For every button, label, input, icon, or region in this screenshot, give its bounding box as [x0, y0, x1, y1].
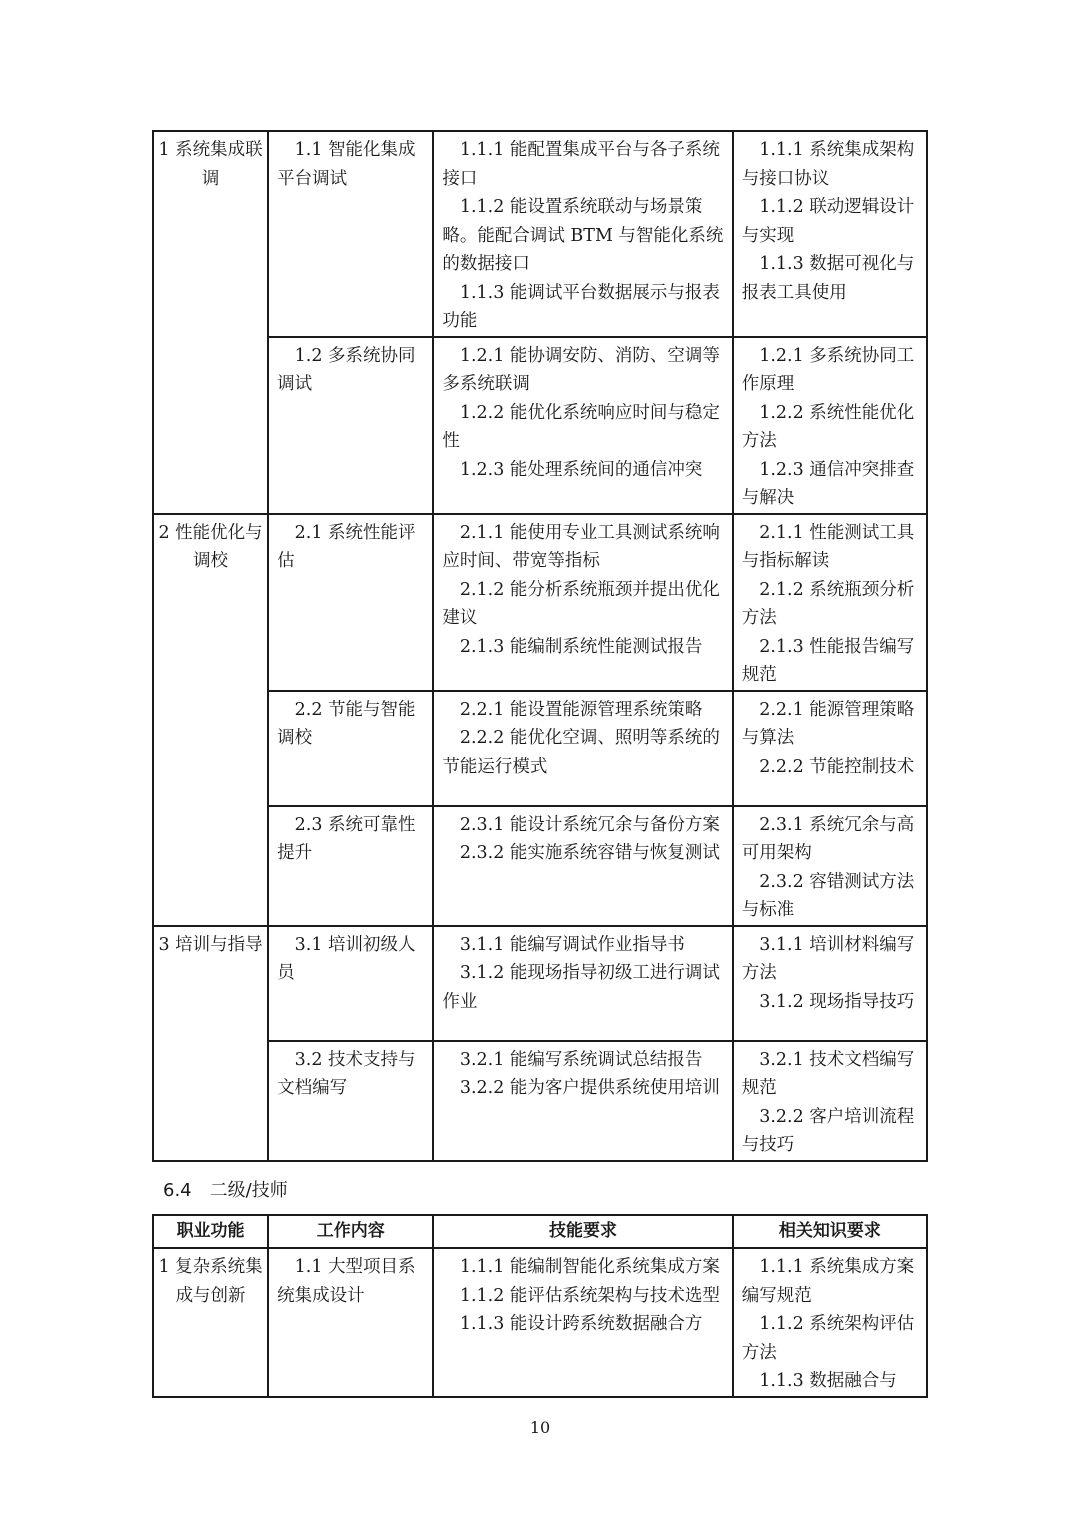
skills-cell: 1.2.1 能协调安防、消防、空调等多系统联调 1.2.2 能优化系统响应时间与稳定性 1.2.3 能处理系统间的通信冲突	[433, 337, 732, 514]
skills-cell: 2.3.1 能设计系统冗余与备份方案 2.3.2 能实施系统容错与恢复测试	[433, 806, 732, 926]
function-cell: 3 培训与指导	[153, 926, 268, 1161]
table-row	[153, 514, 927, 691]
knowledge-cell: 3.1.1 培训材料编写方法 3.1.2 现场指导技巧	[733, 926, 927, 1041]
table-row	[153, 1248, 927, 1397]
table-header-row	[153, 1215, 927, 1248]
column-header: 相关知识要求	[733, 1215, 927, 1248]
knowledge-cell: 2.2.1 能源管理策略与算法 2.2.2 节能控制技术	[733, 691, 927, 806]
knowledge-cell: 2.3.1 系统冗余与高可用架构 2.3.2 容错测试方法与标准	[733, 806, 927, 926]
page-number: 10	[529, 1418, 551, 1437]
knowledge-cell: 3.2.1 技术文档编写规范 3.2.2 客户培训流程与技巧	[733, 1041, 927, 1161]
knowledge-cell: 1.2.1 多系统协同工作原理 1.2.2 系统性能优化方法 1.2.3 通信冲突排查与解决	[733, 337, 927, 514]
column-header: 工作内容	[268, 1215, 433, 1248]
skills-cell: 2.1.1 能使用专业工具测试系统响应时间、带宽等指标 2.1.2 能分析系统瓶颈并提出优化建议 2.1.3 能编制系统性能测试报告	[433, 514, 732, 691]
knowledge-cell: 1.1.1 系统集成方案编写规范 1.1.2 系统架构评估方法 1.1.3 数据融合与	[733, 1248, 927, 1397]
function-cell: 1 复杂系统集成与创新	[153, 1248, 268, 1397]
work-content-cell: 1.1 大型项目系统集成设计	[268, 1248, 433, 1397]
table-row	[153, 806, 927, 926]
skills-cell: 1.1.1 能配置集成平台与各子系统接口 1.1.2 能设置系统联动与场景策略。能配合调试 BTM 与智能化系统的数据接口 1.1.3 能调试平台数据展示与报表功能	[433, 131, 732, 337]
function-cell: 2 性能优化与调校	[153, 514, 268, 926]
knowledge-cell: 2.1.1 性能测试工具与指标解读 2.1.2 系统瓶颈分析方法 2.1.3 性能报告编写规范	[733, 514, 927, 691]
work-content-cell: 3.2 技术支持与文档编写	[268, 1041, 433, 1161]
function-cell: 1 系统集成联调	[153, 131, 268, 514]
skills-cell: 2.2.1 能设置能源管理系统策略 2.2.2 能优化空调、照明等系统的节能运行模式	[433, 691, 732, 806]
section-heading: 6.4 二级/技师	[163, 1180, 288, 1201]
table-row	[153, 1041, 927, 1161]
knowledge-cell: 1.1.1 系统集成架构与接口协议 1.1.2 联动逻辑设计与实现 1.1.3 数据可视化与报表工具使用	[733, 131, 927, 337]
skills-cell: 3.2.1 能编写系统调试总结报告 3.2.2 能为客户提供系统使用培训	[433, 1041, 732, 1161]
skills-cell: 3.1.1 能编写调试作业指导书 3.1.2 能现场指导初级工进行调试作业	[433, 926, 732, 1041]
table-row	[153, 337, 927, 514]
skills-table-level3	[152, 130, 928, 1162]
work-content-cell: 2.1 系统性能评估	[268, 514, 433, 691]
work-content-cell: 2.3 系统可靠性提升	[268, 806, 433, 926]
skills-cell: 1.1.1 能编制智能化系统集成方案 1.1.2 能评估系统架构与技术选型 1.1.3 能设计跨系统数据融合方	[433, 1248, 732, 1397]
work-content-cell: 1.1 智能化集成平台调试	[268, 131, 433, 337]
skills-table-level2	[152, 1214, 928, 1398]
table-row	[153, 926, 927, 1041]
column-header: 技能要求	[433, 1215, 732, 1248]
table-row	[153, 131, 927, 337]
table-row	[153, 691, 927, 806]
work-content-cell: 1.2 多系统协同调试	[268, 337, 433, 514]
work-content-cell: 2.2 节能与智能调校	[268, 691, 433, 806]
work-content-cell: 3.1 培训初级人员	[268, 926, 433, 1041]
column-header: 职业功能	[153, 1215, 268, 1248]
